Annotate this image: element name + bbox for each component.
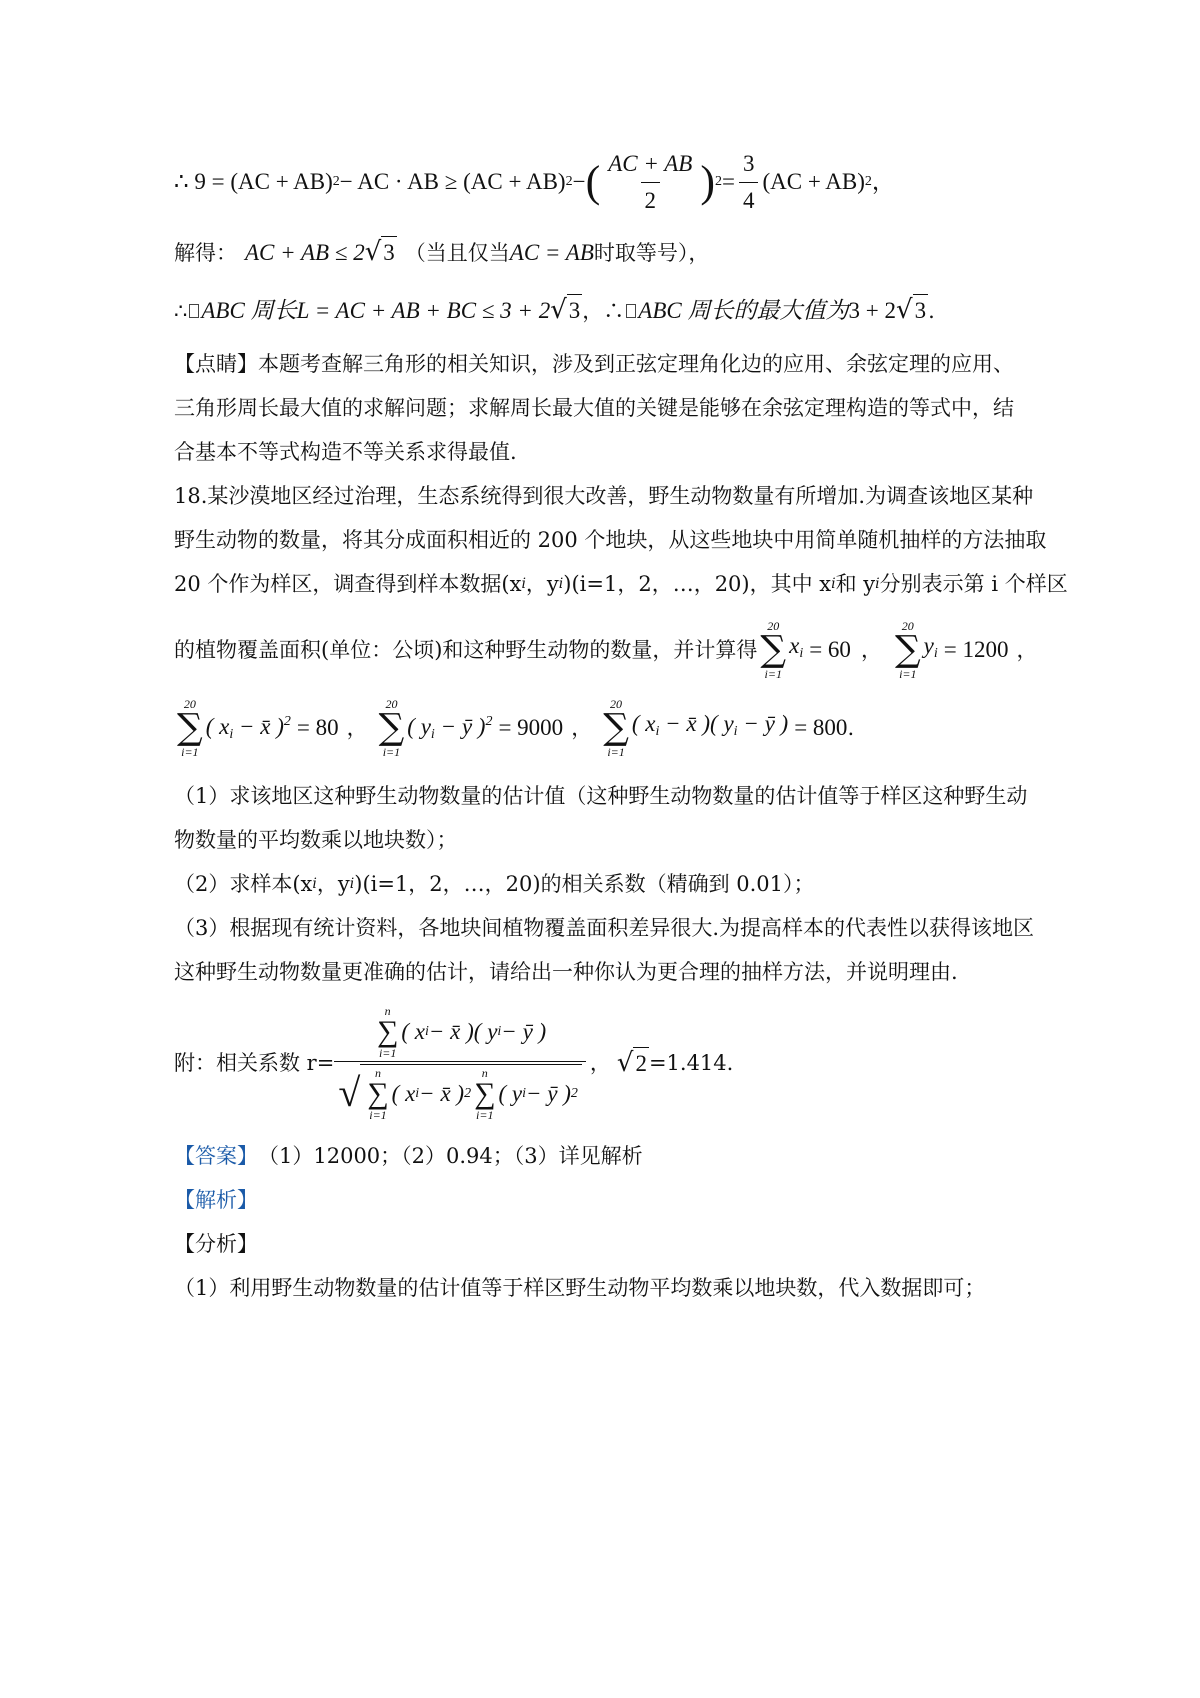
fenxi-tag: 【分析】 — [174, 1232, 258, 1256]
math-expr: 3 + 2 — [848, 297, 896, 323]
sub-question-line: 物数量的平均数乘以地块数）； — [174, 828, 458, 852]
math-expr: ∴ 9 = (AC + AB) — [174, 169, 333, 194]
sub-question-line: （3）根据现有统计资料，各地块间植物覆盖面积差异很大.为提高样本的代表性以获得该地区 — [174, 916, 1035, 940]
fraction: n ∑ i=1 ( x i − x̄ )( y i − ȳ ) √ n ∑ i=1 ( x i − x̄ ) 2 n ∑ i=1 ( y i − ȳ ) 2 — [334, 1005, 586, 1121]
comment-line: 合基本不等式构造不等关系求得最值. — [174, 440, 517, 464]
text: （当且仅当 — [404, 240, 510, 265]
math-expr: − — [572, 169, 586, 194]
solution-line: 解得： AC + AB ≤ 2 √ 3 （当且仅当 AC = AB 时取等号）， — [174, 237, 710, 267]
inequality-line: ∴ 9 = (AC + AB) 2 − AC · AB ≥ (AC + AB) 2 − ( $\frac{AC + AB}{2}$ ) 2 = $\frac{3}{4}$ (AC + AB) 2 ， — [174, 160, 1054, 204]
perimeter-line: ∴ ABC 周长 L = AC + AB + BC ≤ 3 + 2 √ 3 ，∴ ABC 周长的最大值为 3 + 2 √ 3 . — [174, 295, 935, 325]
math-expr: L = AC + AB + BC ≤ 3 + 2 — [296, 297, 551, 323]
text: ABC 周长的最大值为 — [638, 297, 849, 323]
text: ABC 周长 — [201, 297, 297, 323]
fraction: $\frac{3}{4}$ — [739, 148, 759, 217]
triangle-glyph-icon — [189, 304, 199, 318]
answer-line — [174, 1140, 1054, 1172]
sub-question-line: （2）求样本(x i ，y i )(i=1，2，…，20)的相关系数（精确到 0.01）； — [174, 872, 815, 896]
text: 解得： — [174, 240, 237, 265]
text: ，∴ — [582, 298, 625, 323]
punct: ， — [871, 169, 895, 194]
question-line: 野生动物的数量，将其分成面积相近的 200 个地块，从这些地块中用简单随机抽样的方法抽取 — [174, 528, 1047, 552]
math-expr: − AC · AB ≥ (AC + AB) — [339, 169, 566, 194]
text: 时取等号）， — [593, 240, 710, 265]
math-expr: = — [721, 169, 735, 194]
analysis-tag: 【解析】 — [174, 1188, 258, 1212]
math-expr: (AC + AB) — [762, 169, 865, 194]
sub-question-line: 这种野生动物数量更准确的估计，请给出一种你认为更合理的抽样方法，并说明理由. — [174, 960, 958, 984]
question-line: 18.某沙漠地区经过治理，生态系统得到很大改善，野生动物数量有所增加.为调查该地区某种 — [174, 484, 1034, 508]
answer-text: （1）12000；（2）0.94；（3）详见解析 — [258, 1144, 643, 1168]
math-expr: AC = AB — [509, 239, 594, 265]
text: ∴ — [174, 298, 188, 323]
punct: . — [928, 298, 935, 323]
correlation-formula: 附：相关系数 r= n ∑ i=1 ( x i − x̄ )( y i − ȳ ) √ n ∑ i=1 ( x i − x̄ ) 2 n ∑ i=1 ( y i − ȳ ) 2 ， √ 2 =1.414. — [174, 1004, 734, 1122]
triangle-glyph-icon — [626, 304, 636, 318]
math-expr: AC + AB ≤ 2 — [245, 239, 365, 265]
comment-line: 三角形周长最大值的求解问题；求解周长最大值的关键是能够在余弦定理构造的等式中，结 — [174, 396, 1014, 420]
fraction: $\frac{AC + AB}{2}$ — [604, 148, 696, 217]
question-line: 的植物覆盖面积(单位：公顷)和这种野生动物的数量，并计算得 20 ∑ i=1 $x_i$ = 60 ， 20 ∑ i=1 $y_i$ = 1200 ， — [174, 619, 1038, 681]
question-line: 20 个作为样区，调查得到样本数据(x i ，y i )(i=1，2，…，20)，其中 x i 和 y i 分别表示第 i 个样区 — [174, 572, 1068, 596]
answer-tag: 【答案】 — [174, 1144, 258, 1168]
analysis-line: （1）利用野生动物数量的估计值等于样区野生动物平均数乘以地块数，代入数据即可； — [174, 1276, 986, 1300]
comment-line: 【点睛】本题考查解三角形的相关知识，涉及到正弦定理角化边的应用、余弦定理的应用、 — [174, 352, 1014, 376]
sub-question-line: （1）求该地区这种野生动物数量的估计值（这种野生动物数量的估计值等于样区这种野生动 — [174, 784, 1028, 808]
question-line: 20 ∑ i=1 ( $x_i$ − x̄ )$^2$ = 80 ， 20 ∑ i=1 ( $y_i$ − ȳ )$^2$ = 9000 ， 20 ∑ i=1 ( $x_i$ − x̄ )( $y_i$ − ȳ ) = 800 . — [177, 697, 855, 759]
